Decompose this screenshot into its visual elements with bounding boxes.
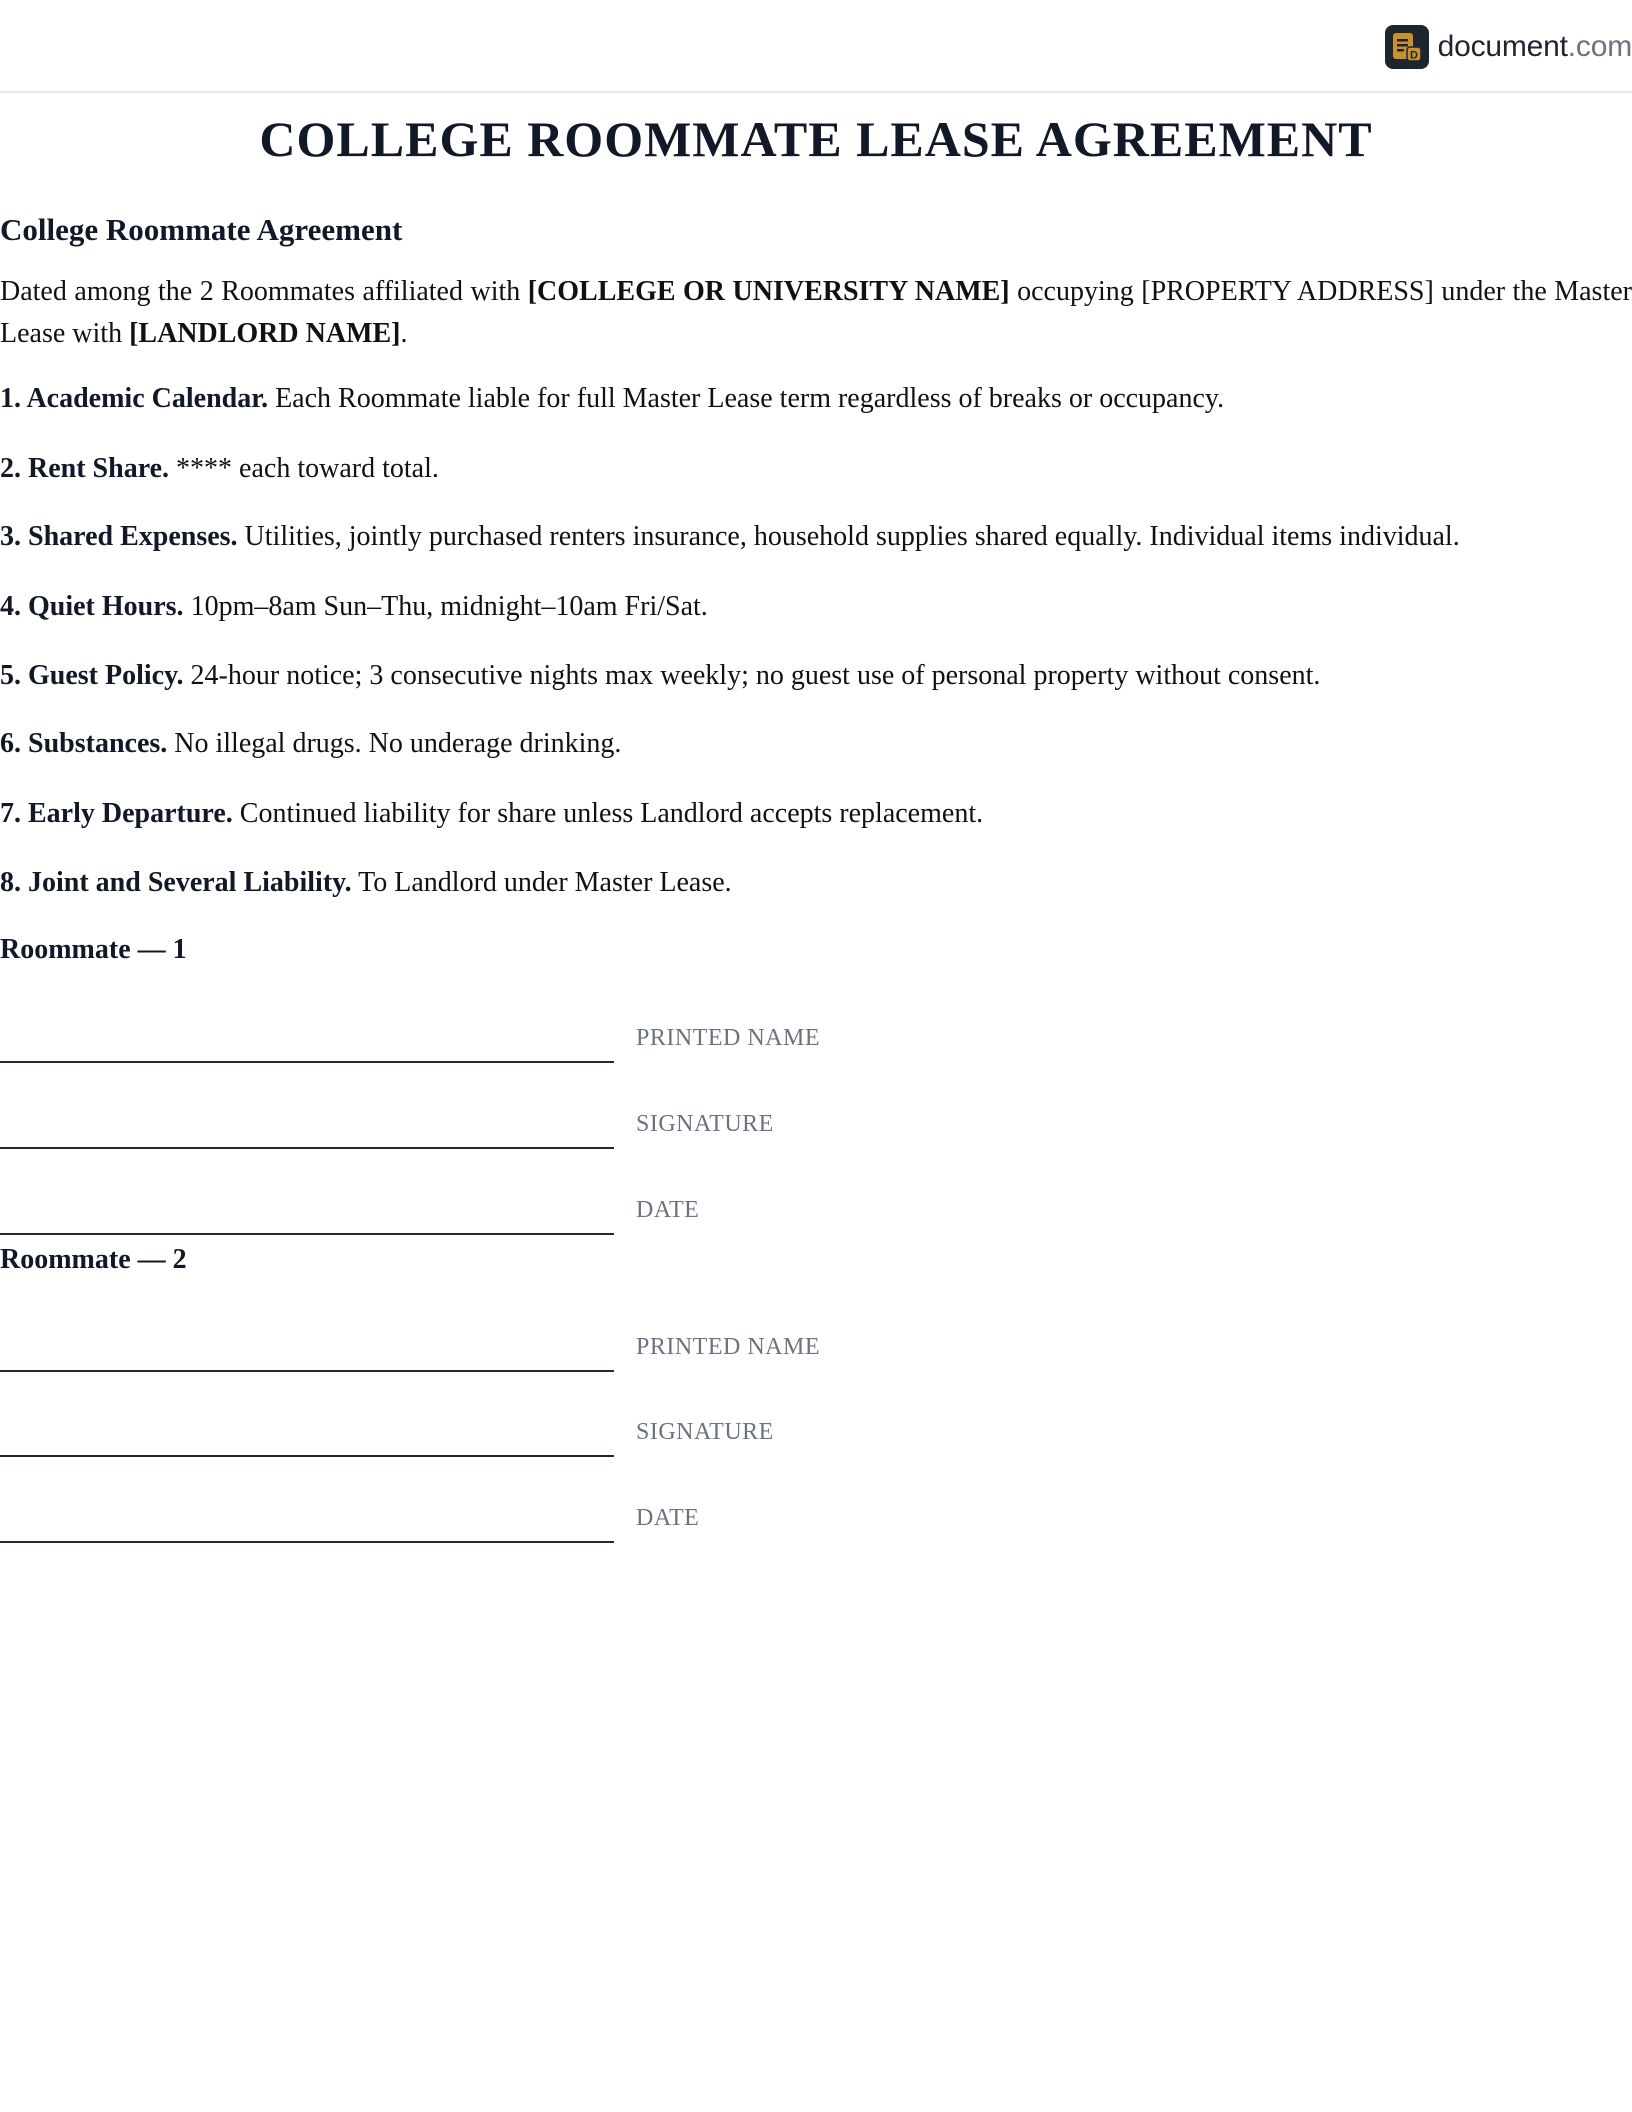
roommate-1-printed-name-line[interactable]	[0, 1061, 614, 1063]
roommate-1-signature-label: SIGNATURE	[636, 1111, 774, 1137]
clause-guest-policy	[0, 658, 1632, 694]
clause-heading: 7. Early Departure.	[0, 798, 233, 829]
clause-rent-share	[0, 451, 1632, 487]
clause-academic-calendar	[0, 381, 1632, 417]
roommate-2-printed-name-label: PRINTED NAME	[636, 1334, 820, 1360]
brand-name	[1438, 30, 1632, 64]
clause-heading: 2. Rent Share.	[0, 453, 170, 484]
clause-substances	[0, 726, 1632, 762]
roommate-2-date-line[interactable]	[0, 1541, 614, 1543]
document-subtitle: College Roommate Agreement	[0, 212, 403, 247]
roommate-2-signature-line[interactable]	[0, 1455, 614, 1457]
clause-heading: 8. Joint and Several Liability.	[0, 867, 352, 898]
roommate-2-heading: Roommate — 2	[0, 1244, 187, 1275]
clause-text: 24-hour notice; 3 consecutive nights max weekly; no guest use of personal property without consent.	[183, 660, 1321, 691]
clause-text: 10pm–8am Sun–Thu, midnight–10am Fri/Sat.	[183, 591, 708, 622]
clause-heading: 1. Academic Calendar.	[0, 383, 269, 414]
landlord-placeholder: [LANDLORD NAME]	[129, 318, 401, 349]
clause-heading: 4. Quiet Hours.	[0, 591, 184, 622]
clause-joint-liability	[0, 865, 1632, 901]
clause-heading: 3. Shared Expenses.	[0, 521, 238, 552]
document-logo-icon	[1385, 25, 1429, 69]
intro-text-1: Dated among the 2 Roommates affiliated with	[0, 276, 528, 307]
clause-heading: 6. Substances.	[0, 728, 168, 759]
roommate-1-printed-name-label: PRINTED NAME	[636, 1025, 820, 1051]
brand[interactable]	[1385, 25, 1632, 69]
roommate-1-date-label: DATE	[636, 1197, 700, 1223]
clause-heading: 5. Guest Policy.	[0, 660, 184, 691]
svg-text:D: D	[1409, 49, 1418, 62]
intro-paragraph	[0, 271, 1632, 355]
top-bar	[0, 0, 1632, 93]
roommate-2-printed-name-line[interactable]	[0, 1370, 614, 1372]
intro-text-2: occupying [PROPERTY ADDRESS] under the Master Lease with	[0, 276, 1632, 349]
clause-shared-expenses	[0, 519, 1632, 555]
clause-text: Each Roommate liable for full Master Lease term regardless of breaks or occupancy.	[268, 383, 1225, 414]
clause-text: **** each toward total.	[169, 453, 439, 484]
intro-text-3: .	[400, 318, 408, 349]
clause-text: Utilities, jointly purchased renters insurance, household supplies shared equally. Individual items individual.	[237, 521, 1460, 552]
brand-name-tld: .com	[1567, 30, 1632, 63]
clause-early-departure	[0, 796, 1632, 832]
roommate-1-signature-line[interactable]	[0, 1147, 614, 1149]
college-placeholder: [COLLEGE OR UNIVERSITY NAME]	[527, 276, 1010, 307]
document-title: COLLEGE ROOMMATE LEASE AGREEMENT	[259, 111, 1373, 167]
roommate-1-heading: Roommate — 1	[0, 934, 187, 965]
roommate-2-date-label: DATE	[636, 1505, 700, 1531]
roommate-1-date-line[interactable]	[0, 1233, 614, 1235]
clause-text: No illegal drugs. No underage drinking.	[167, 728, 622, 759]
clause-text: Continued liability for share unless Landlord accepts replacement.	[232, 798, 984, 829]
clause-text: To Landlord under Master Lease.	[351, 867, 732, 898]
roommate-2-signature-label: SIGNATURE	[636, 1419, 774, 1445]
brand-name-main: document	[1437, 30, 1568, 63]
clause-quiet-hours	[0, 589, 1632, 625]
